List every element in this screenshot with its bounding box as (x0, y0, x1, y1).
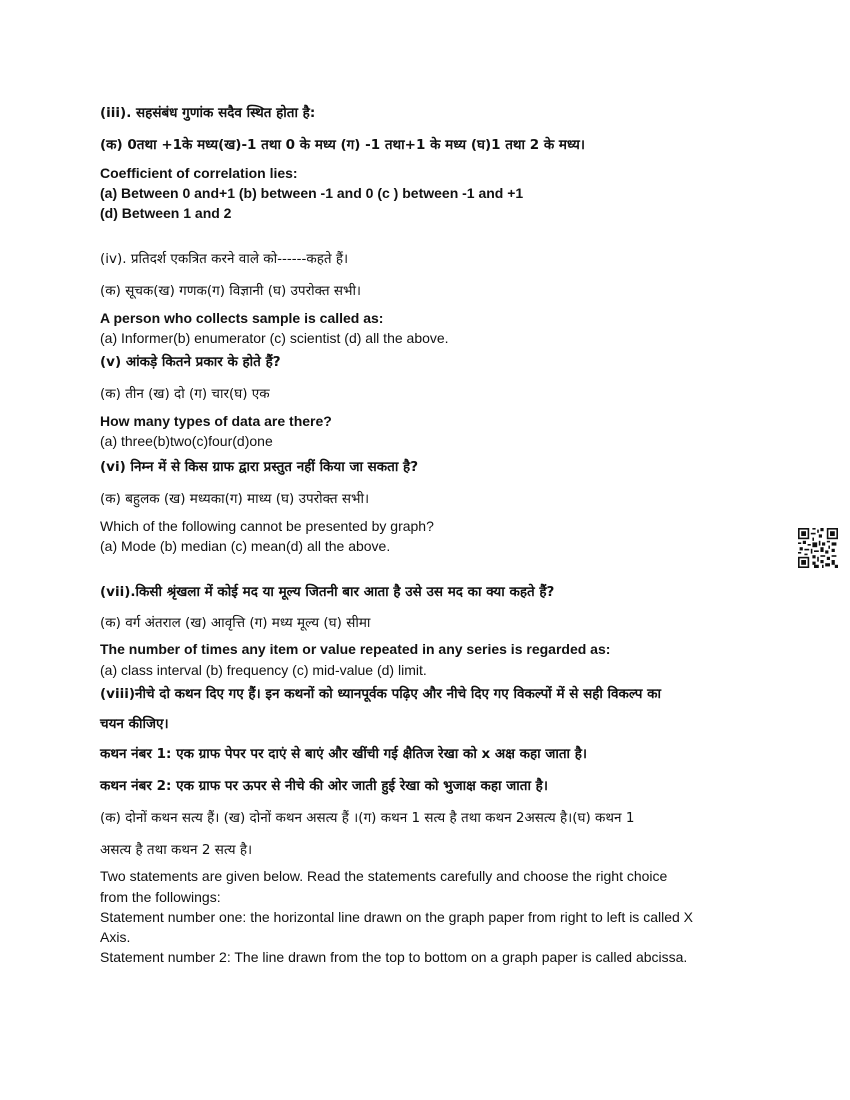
q8-english-statement-2: Statement number 2: The line drawn from the top to bottom on a graph paper is called abcissa. (100, 949, 688, 965)
q4-hindi-question: (iv). प्रतिदर्श एकत्रित करने वाले को------कहते हैं। (100, 251, 349, 267)
q5-english-question: How many types of data are there? (100, 413, 332, 429)
q6-english-question: Which of the following cannot be presented by graph? (100, 518, 434, 534)
q7-hindi-options: (क) वर्ग अंतराल (ख) आवृत्ति (ग) मध्य मूल्य (घ) सीमा (100, 615, 371, 631)
q3-hindi-question: (iii). सहसंबंध गुणांक सदैव स्थित होता है: (100, 105, 316, 121)
q8-hindi-statement-1: कथन नंबर 1: एक ग्राफ पेपर पर दाएं से बाएं और खींची गई क्षैतिज रेखा को x अक्ष कहा जाता है। (100, 746, 588, 762)
q7-hindi-question: (vii).किसी श्रृंखला में कोई मद या मूल्य जितनी बार आता है उसे उस मद का क्या कहते हैं? (100, 584, 555, 600)
qr-code-icon (798, 528, 838, 568)
q7-english-options: (a) class interval (b) frequency (c) mid-value (d) limit. (100, 662, 427, 678)
q8-english-question-1: Two statements are given below. Read the statements carefully and choose the right choice (100, 868, 668, 884)
q5-hindi-options: (क) तीन (ख) दो (ग) चार(घ) एक (100, 386, 270, 402)
q3-english-options-1: (a) Between 0 and+1 (b) between -1 and 0 (c ) between -1 and +1 (100, 185, 524, 201)
q6-hindi-question: (vi) निम्न में से किस ग्राफ द्वारा प्रस्तुत नहीं किया जा सकता है? (100, 459, 419, 475)
q8-hindi-statement-2: कथन नंबर 2: एक ग्राफ पर ऊपर से नीचे की ओर जाती हुई रेखा को भुजाक्ष कहा जाता है। (100, 778, 548, 794)
q6-english-options: (a) Mode (b) median (c) mean(d) all the above. (100, 538, 391, 554)
q4-hindi-options: (क) सूचक(ख) गणक(ग) विज्ञानी (घ) उपरोक्त सभी। (100, 283, 362, 299)
q8-hindi-options-1: (क) दोनों कथन सत्य हैं। (ख) दोनों कथन असत्य हैं ।(ग) कथन 1 सत्य है तथा कथन 2असत्य है।(घ) कथन 1 (100, 810, 635, 826)
q4-english-options: (a) Informer(b) enumerator (c) scientist (d) all the above. (100, 330, 449, 346)
q5-english-options: (a) three(b)two(c)four(d)one (100, 433, 273, 449)
q8-hindi-question-1: (viii)नीचे दो कथन दिए गए हैं। इन कथनों को ध्यानपूर्वक पढ़िए और नीचे दिए गए विकल्पों में से सही विकल्प का (100, 686, 661, 702)
q8-hindi-options-2: असत्य है तथा कथन 2 सत्य है। (100, 842, 253, 858)
q7-english-question: The number of times any item or value repeated in any series is regarded as: (100, 641, 611, 657)
q8-hindi-question-2: चयन कीजिए। (100, 716, 169, 732)
q3-hindi-options: (क) 0तथा +1के मध्य(ख)-1 तथा 0 के मध्य (ग) -1 तथा+1 के मध्य (घ)1 तथा 2 के मध्य। (100, 137, 586, 153)
q3-english-question: Coefficient of correlation lies: (100, 165, 298, 181)
q4-english-question: A person who collects sample is called as: (100, 310, 384, 326)
q8-english-question-2: from the followings: (100, 889, 221, 905)
q8-english-statement-1b: Axis. (100, 929, 131, 945)
q3-english-options-2: (d) Between 1 and 2 (100, 205, 232, 221)
q6-hindi-options: (क) बहुलक (ख) मध्यका(ग) माध्य (घ) उपरोक्त सभी। (100, 491, 370, 507)
q5-hindi-question: (v) आंकड़े कितने प्रकार के होते हैं? (100, 354, 281, 370)
q8-english-statement-1a: Statement number one: the horizontal line drawn on the graph paper from right to left is called X (100, 909, 694, 925)
